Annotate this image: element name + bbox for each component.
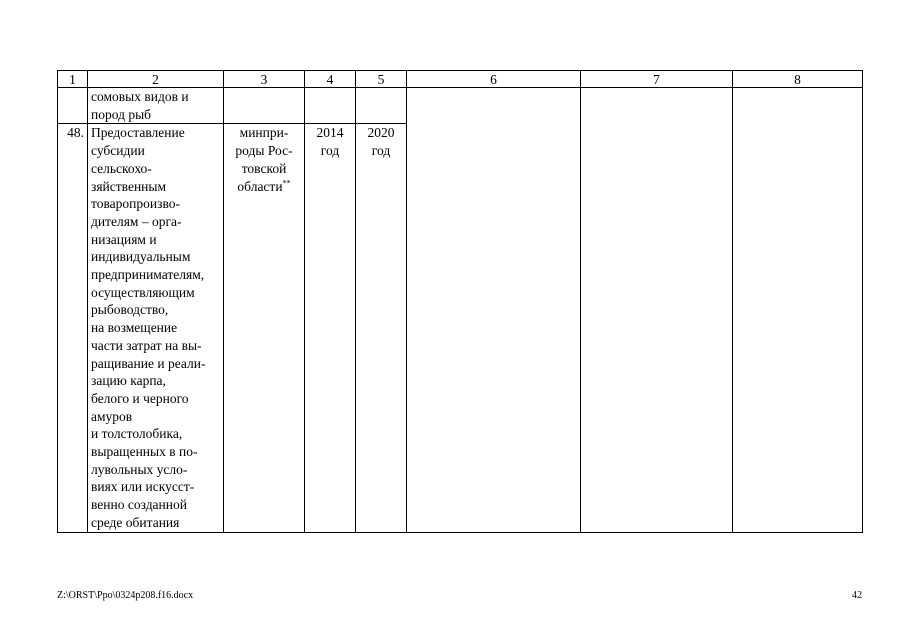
col7-cell [581,88,733,533]
description-line: выращенных в по- [91,444,198,460]
end-year: 2020 [367,125,395,141]
executor-line-text: области [237,178,283,194]
file-path: Z:\ORST\Ppo\0324p208.f16.docx [57,590,194,601]
footnote-mark: ** [282,178,291,188]
executor-line-last [227,178,301,196]
page-number: 42 [852,590,862,601]
description-line: венно созданной [91,497,187,513]
description-line: на возмещение [91,320,178,336]
description-line: рыбоводство, [91,302,169,318]
start-year-cell [305,124,356,532]
description-line: ращивание и реали- [91,355,206,371]
header-col-5: 5 [356,71,407,88]
description-line: зацию карпа, [91,373,166,389]
description-line: виях или искусст- [91,479,195,495]
table-header-row [58,71,863,88]
executor-cell [224,124,305,532]
header-col-7: 7 [581,71,733,88]
executor-line: роды Рос- [235,143,293,159]
header-col-8: 8 [733,71,863,88]
table-row-continuation [58,88,863,124]
description-line: сельскохо- [91,160,152,176]
description-line: осуществляющим [91,284,195,300]
description-line: амуров [91,408,133,424]
description-line: части затрат на вы- [91,337,202,353]
continuation-num-cell [58,88,88,124]
continuation-line: пород рыб [91,106,152,122]
description-line: индивидуальным [91,249,191,265]
description-line: зяйственным [91,178,167,194]
description-line: дителям – орга- [91,213,182,229]
start-year-unit: год [320,143,340,159]
continuation-desc-cell [88,88,224,124]
header-col-4: 4 [305,71,356,88]
end-year-cell [356,124,407,532]
continuation-start-cell [305,88,356,124]
measure-description [88,124,224,532]
header-col-1: 1 [58,71,88,88]
description-line: низациям и [91,231,157,247]
description-line: товаропроизво- [91,196,180,212]
measures-table [57,70,863,533]
continuation-line: сомовых видов и [91,89,189,104]
start-year: 2014 [316,125,344,141]
continuation-end-cell [356,88,407,124]
header-col-3: 3 [224,71,305,88]
description-line: субсидии [91,143,145,159]
end-year-unit: год [371,143,391,159]
col6-cell [407,88,581,533]
header-col-6: 6 [407,71,581,88]
description-line: и толстолобика, [91,426,183,442]
description-line: белого и черного [91,390,189,406]
description-line: Предоставление [91,125,185,141]
continuation-executor-cell [224,88,305,124]
row-number: 48. [58,124,88,532]
description-line: среде обитания [91,514,180,530]
header-col-2: 2 [88,71,224,88]
executor-line: товской [241,160,287,176]
col8-cell [733,88,863,533]
description-line: лувольных усло- [91,461,188,477]
description-line: предпринимателям, [91,267,205,283]
executor-line: минпри- [239,125,289,141]
